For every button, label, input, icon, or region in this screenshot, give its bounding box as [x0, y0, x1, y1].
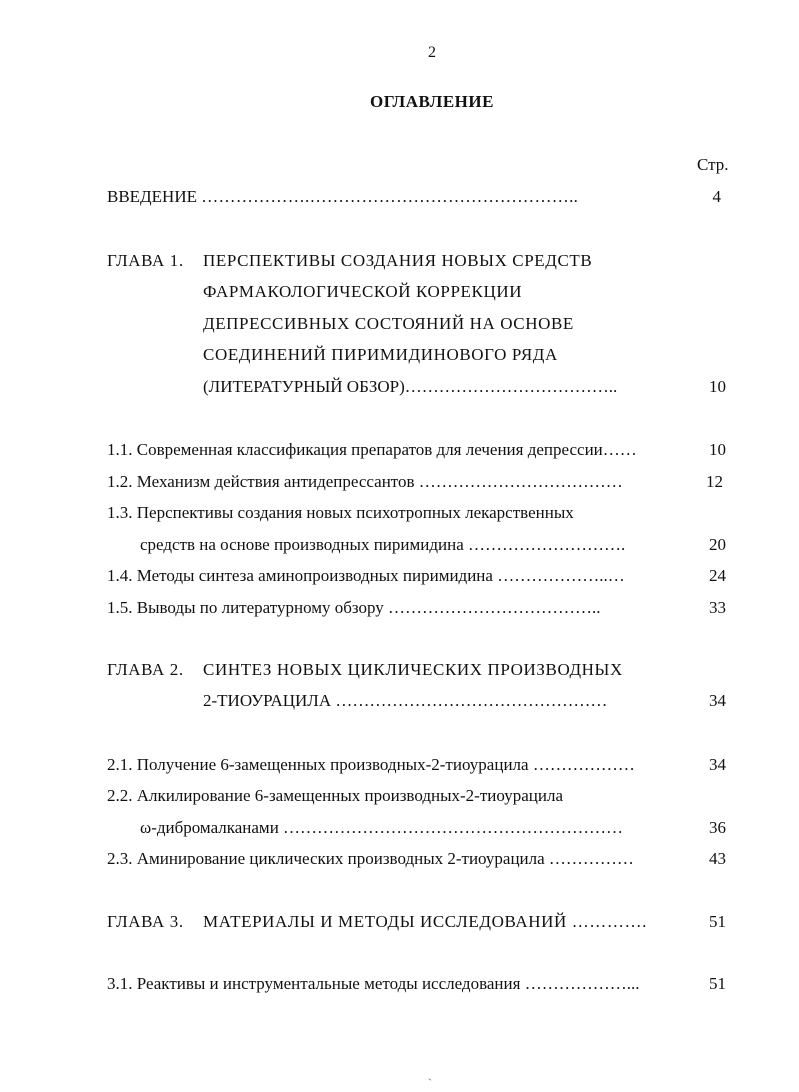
chapter-prefix: ГЛАВА 3. [107, 912, 184, 931]
toc-section-1-3[interactable]: 1.3. Перспективы создания новых психотропных лекарственных [107, 503, 574, 522]
toc-page-number: 10 [709, 377, 726, 396]
toc-page-number: 10 [709, 440, 726, 459]
chapter-title-line[interactable]: 2-ТИОУРАЦИЛА ………………………………………… [203, 691, 608, 710]
toc-section-2-3[interactable]: 2.3. Аминирование циклических производных 2-тиоурацила …………… [107, 849, 634, 868]
scan-mark: ` [428, 1076, 432, 1090]
chapter-prefix: ГЛАВА 1. [107, 251, 184, 270]
toc-entry-intro[interactable] [107, 187, 578, 207]
toc-section-1-3-cont[interactable]: средств на основе производных пиримидина ………………………. [140, 535, 626, 554]
chapter-title-line[interactable]: ДЕПРЕССИВНЫХ СОСТОЯНИЙ НА ОСНОВЕ [203, 314, 574, 333]
toc-page-number: 20 [709, 535, 726, 554]
chapter-title-line[interactable]: СИНТЕЗ НОВЫХ ЦИКЛИЧЕСКИХ ПРОИЗВОДНЫХ [203, 660, 623, 679]
toc-section-3-1[interactable]: 3.1. Реактивы и инструментальные методы исследования ………………... [107, 974, 640, 993]
chapter-title-line[interactable]: ФАРМАКОЛОГИЧЕСКОЙ КОРРЕКЦИИ [203, 282, 523, 301]
toc-page-number: 36 [709, 818, 726, 837]
chapter-prefix: ГЛАВА 2. [107, 660, 184, 679]
toc-section-1-4[interactable]: 1.4. Методы синтеза аминопроизводных пиримидина ………………..… [107, 566, 625, 585]
toc-section-1-2[interactable]: 1.2. Механизм действия антидепрессантов ……………………………… [107, 472, 623, 491]
page-number: 2 [428, 44, 436, 61]
toc-page-number: 43 [709, 849, 726, 868]
toc-section-1-5[interactable]: 1.5. Выводы по литературному обзору ……………………………….. [107, 598, 601, 617]
toc-page-number: 51 [709, 912, 726, 931]
chapter-title-line[interactable]: (ЛИТЕРАТУРНЫЙ ОБЗОР)……………………………….. [203, 377, 618, 396]
toc-page-number: 4 [712, 187, 721, 206]
toc-leader-dots: ……………….……………………………………….. [201, 187, 579, 206]
page-title: ОГЛАВЛЕНИЕ [370, 92, 494, 111]
toc-section-2-2-cont[interactable]: ω-дибромалканами …………………………………………………… [140, 818, 624, 837]
toc-page-number: 34 [709, 755, 726, 774]
toc-section-2-2[interactable]: 2.2. Алкилирование 6-замещенных производных-2-тиоурацила [107, 786, 563, 805]
toc-page-number: 12 [706, 472, 723, 491]
chapter-title-line[interactable]: МАТЕРИАЛЫ И МЕТОДЫ ИССЛЕДОВАНИЙ …………. [203, 912, 647, 931]
page-column-label: Стр. [697, 155, 729, 174]
toc-entry-label: ВВЕДЕНИЕ [107, 187, 197, 206]
toc-page-number: 24 [709, 566, 726, 585]
toc-section-1-1[interactable]: 1.1. Современная классификация препаратов для лечения депрессии…… [107, 440, 637, 459]
toc-page-number: 34 [709, 691, 726, 710]
chapter-title-line[interactable]: ПЕРСПЕКТИВЫ СОЗДАНИЯ НОВЫХ СРЕДСТВ [203, 251, 593, 270]
chapter-title-line[interactable]: СОЕДИНЕНИЙ ПИРИМИДИНОВОГО РЯДА [203, 345, 558, 364]
toc-section-2-1[interactable]: 2.1. Получение 6-замещенных производных-2-тиоурацила ……………… [107, 755, 635, 774]
toc-page-number: 51 [709, 974, 726, 993]
toc-page-number: 33 [709, 598, 726, 617]
